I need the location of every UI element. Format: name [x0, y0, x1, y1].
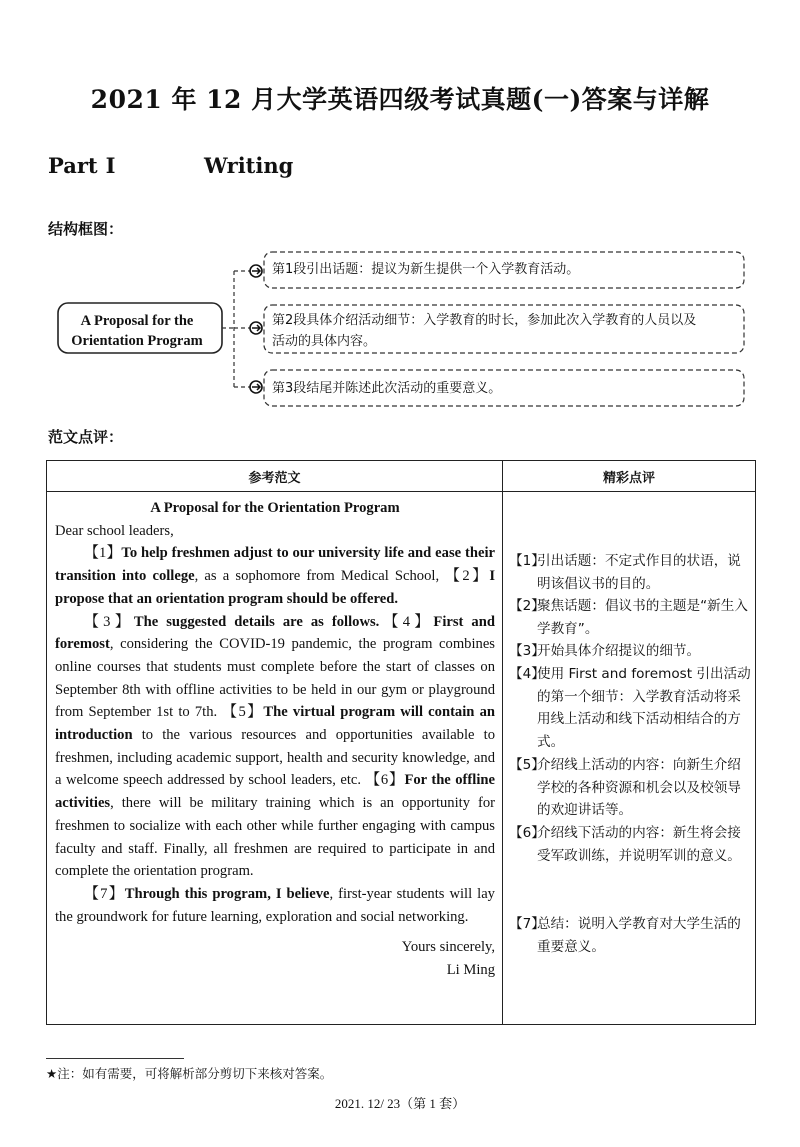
- page-number: 2021. 12/ 23（第 1 套）: [334, 1096, 466, 1111]
- diagram-center-label: [57, 311, 217, 351]
- part-number: I: [105, 153, 116, 178]
- arrow-circle-icon: [250, 265, 262, 277]
- model-essay: [55, 497, 495, 982]
- part-label: [48, 153, 115, 178]
- essay-paragraph-3: 【7】Through this program, I believe, first-year students will lay the groundwork for future learning, exploration and social networking.: [55, 885, 495, 925]
- essay-title: A Proposal for the Orientation Program: [150, 500, 400, 516]
- part-word: Part: [48, 153, 98, 178]
- essay-paragraph-1: 【1】To help freshmen adjust to our university life and ease their transition into college, as a sophomore from Medical School, 【2】I propose that an orientation program should be offered.: [55, 545, 495, 607]
- footnote-divider: [46, 1058, 184, 1059]
- column-divider: [502, 461, 503, 1024]
- diagram-branch-2-line1: 第2段具体介绍活动细节：入学教育的时长，参加此次入学教育的人员以及: [272, 313, 697, 328]
- part-name: Writing: [204, 153, 294, 178]
- diagram-branch-2-line2: 活动的具体内容。: [272, 334, 377, 349]
- page-title: 2021 年 12 月大学英语四级考试真题(一)答案与详解: [90, 85, 710, 114]
- comment-item: 【5】 介绍线上活动的内容：向新生介绍学校的各种资源和机会以及校领导的欢迎讲话等。: [509, 757, 741, 818]
- comment-item: 【6】 介绍线下活动的内容：新生将会接受军政训练，并说明军训的意义。: [509, 825, 741, 864]
- arrow-circle-icon: [250, 322, 262, 334]
- comment-item: 【7】 总结：说明入学教育对大学生活的重要意义。: [509, 916, 741, 955]
- column-header-comments: 精彩点评: [602, 471, 655, 486]
- structure-heading: 结构框图：: [48, 220, 124, 238]
- header-divider: [47, 491, 755, 492]
- essay-review-table: [46, 460, 756, 1025]
- comment-item: 【2】 聚焦话题：倡议书的主题是“新生入学教育”。: [509, 598, 748, 637]
- closing-line: Yours sincerely,: [401, 939, 495, 956]
- comment-item: 【4】 使用 First and foremost 引出活动的第一个细节：入学教育活动将采用线上活动和线下活动相结合的方式。: [509, 666, 751, 750]
- column-header-essay: 参考范文: [248, 471, 301, 486]
- footnote: ★注：如有需要，可将解析部分剪切下来核对答案。: [46, 1066, 333, 1081]
- comment-item: 【3】 开始具体介绍提议的细节。: [509, 643, 701, 659]
- diagram-branch-1-text: 第1段引出话题：提议为新生提供一个入学教育活动。: [272, 262, 580, 277]
- essay-greeting: Dear school leaders,: [55, 522, 174, 539]
- diagram-branch-3-text: 第3段结尾并陈述此次活动的重要意义。: [272, 381, 502, 396]
- diagram-center-line2: Orientation Program: [71, 333, 203, 349]
- diagram-center-line1: A Proposal for the: [80, 313, 194, 329]
- signature: Li Ming: [446, 962, 495, 979]
- comment-item: 【1】 引出话题：不定式作目的状语，说明该倡议书的目的。: [509, 553, 741, 592]
- diagram-branch-2-text: [272, 310, 696, 352]
- arrow-circle-icon: [250, 381, 262, 393]
- essay-paragraph-2: 【3】The suggested details are as follows.【4】First and foremost, considering the COVID-19 pandemic, the program combines online courses that students must complete before the start of classes on September 8th with offline activities to be held in our gym or playground from September 1st to 7th. 【5】The virtual program will contain an introduction to the various resources and opportunities available to freshmen, including academic support, health and security knowledge, and a welcome speech addressed by school leaders, etc. 【6】For the offline activities, there will be military training which is an opportunity for freshmen to socialize with each other while further engaging with campus faculty and staff. Finally, all freshmen are required to participate in and complete the orientation program.: [55, 613, 495, 880]
- essay-closing: [55, 936, 495, 981]
- review-heading: 范文点评：: [48, 428, 124, 446]
